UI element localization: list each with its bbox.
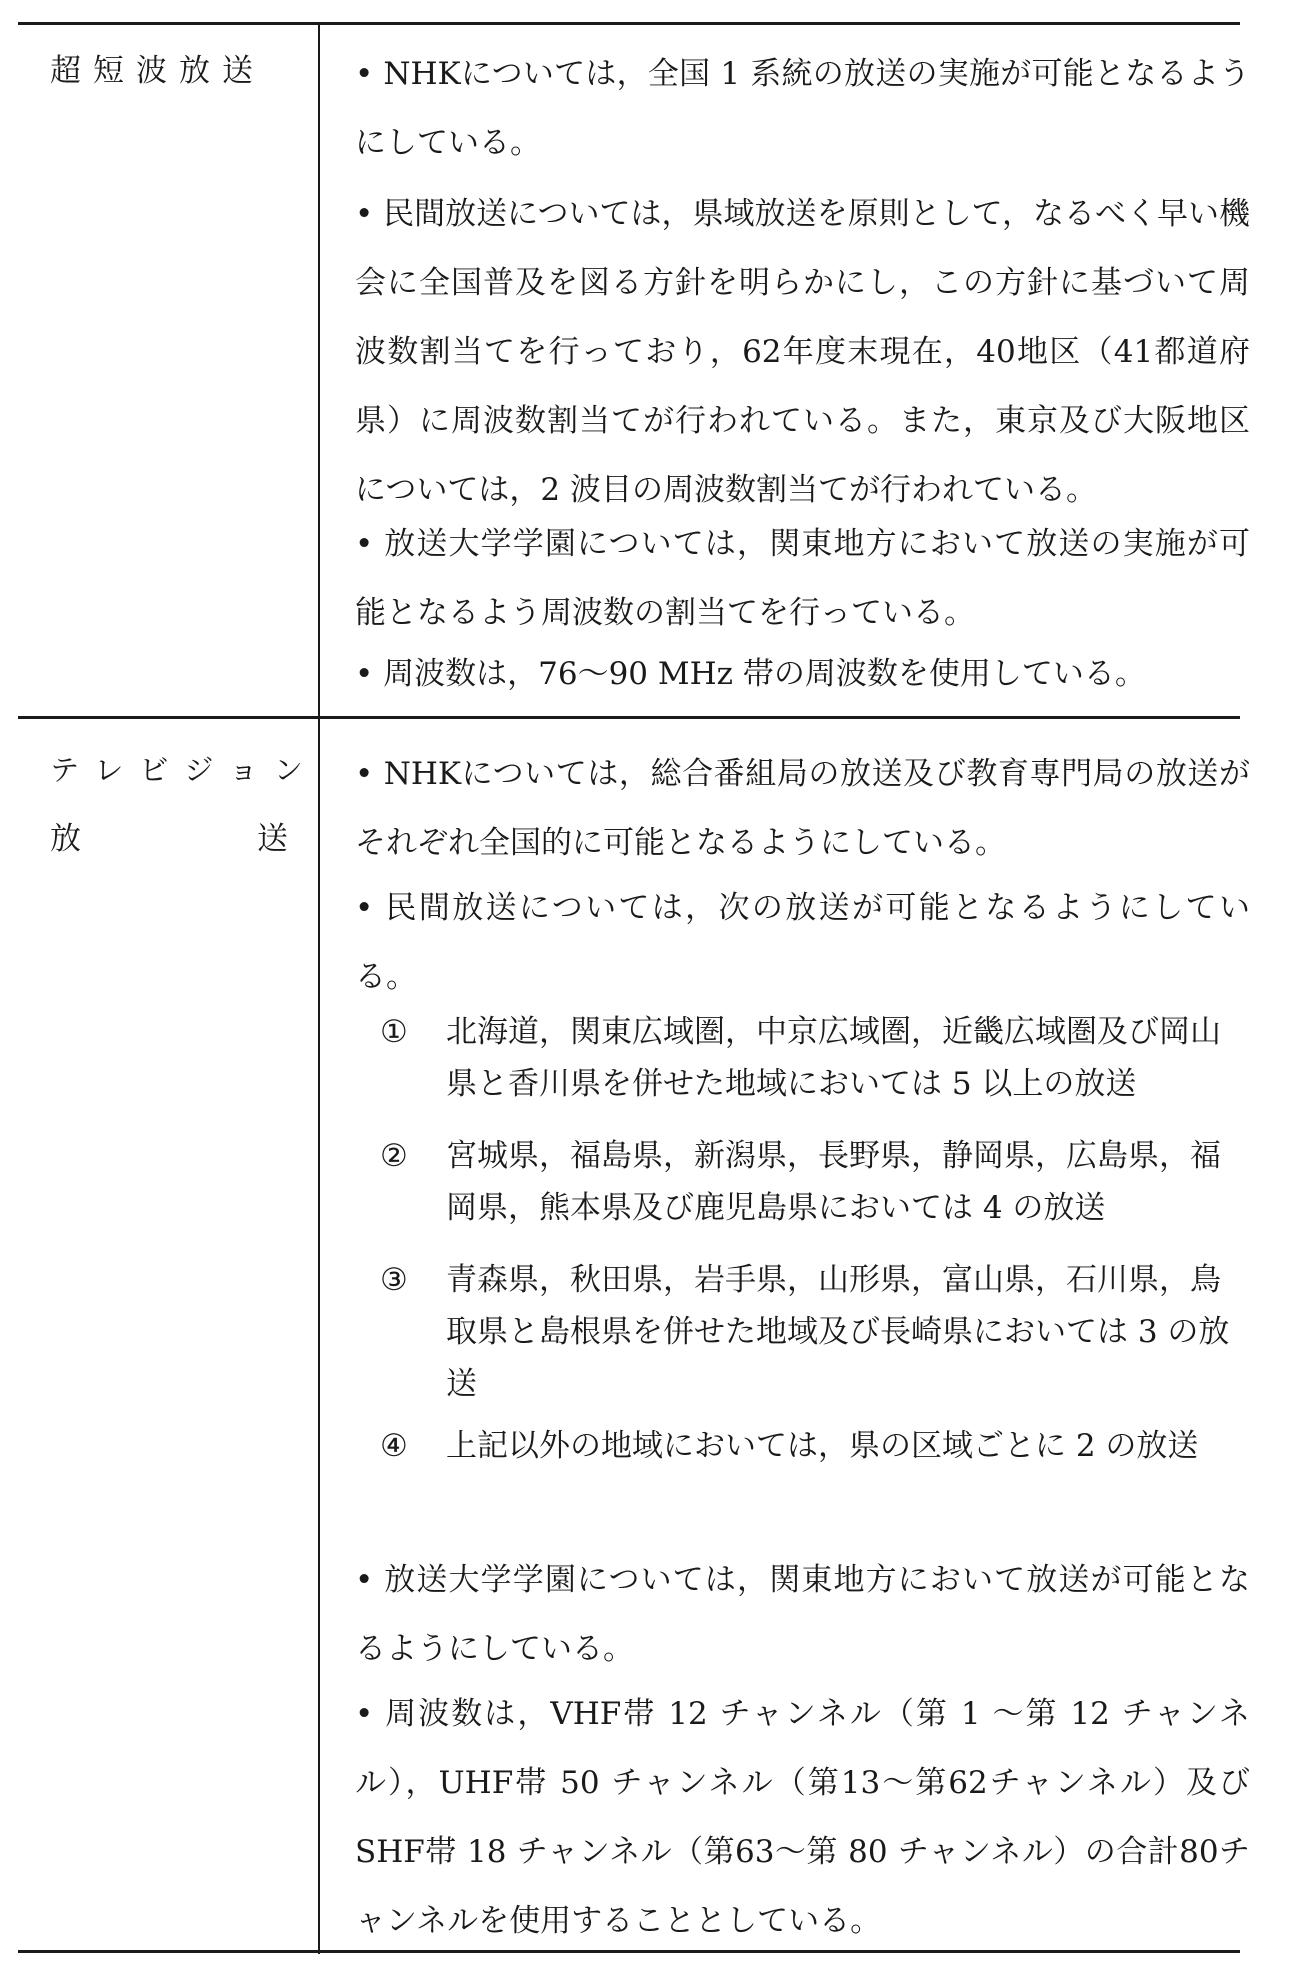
list-number: ② xyxy=(380,1138,408,1174)
list-number: ④ xyxy=(380,1428,408,1464)
tv-list-item-3 xyxy=(380,1254,1250,1410)
category-tv-char-left: 放 xyxy=(50,821,81,857)
fm-paragraph-open-university: • 放送大学学園については，関東地方において放送の実施が可能となるよう周波数の割当てを行っている。 xyxy=(355,526,1250,631)
list-item-text: 青森県，秋田県，岩手県，山形県，富山県，石川県，鳥取県と島根県を併せた地域及び長崎県においては 3 の放送 xyxy=(446,1262,1230,1402)
list-number: ① xyxy=(380,1014,408,1050)
fm-paragraph-nhk: • NHKについては，全国 1 系統の放送の実施が可能となるようにしている。 xyxy=(355,56,1250,161)
fm-paragraph-frequency: • 周波数は，76～90 MHz 帯の周波数を使用している。 xyxy=(355,656,1146,692)
tv-paragraph-private: • 民間放送については，次の放送が可能となるようにしている。 xyxy=(355,890,1250,995)
category-tv-line1: テレビジョン xyxy=(50,753,319,787)
column-divider-rule xyxy=(318,24,320,1954)
row-divider-rule xyxy=(18,716,1240,719)
tv-list-item-2 xyxy=(380,1130,1250,1234)
tv-paragraph-open-university: • 放送大学学園については，関東地方において放送が可能となるようにしている。 xyxy=(355,1562,1250,1667)
category-fm-broadcasting: 超短波放送 xyxy=(50,53,265,89)
tv-paragraph-nhk: • NHKについては，総合番組局の放送及び教育専門局の放送がそれぞれ全国的に可能となるようにしている。 xyxy=(355,756,1250,861)
category-tv-line2 xyxy=(50,818,288,861)
list-item-text: 北海道，関東広域圏，中京広域圏，近畿広域圏及び岡山県と香川県を併せた地域においては 5 以上の放送 xyxy=(446,1014,1221,1102)
fm-paragraph-private: • 民間放送については，県域放送を原則として，なるべく早い機会に全国普及を図る方針を明らかにし，この方針に基づいて周波数割当てを行っており，62年度末現在，40地区（41都道府県）に周波数割当てが行われている。また，東京及び大阪地区については，2 波目の周波数割当てが行われている。 xyxy=(355,196,1250,508)
table-top-rule xyxy=(18,22,1240,25)
list-item-text: 上記以外の地域においては，県の区域ごとに 2 の放送 xyxy=(446,1428,1199,1464)
list-item-text: 宮城県，福島県，新潟県，長野県，静岡県，広島県，福岡県，熊本県及び鹿児島県においては 4 の放送 xyxy=(446,1138,1221,1226)
tv-list-item-1 xyxy=(380,1006,1250,1110)
tv-list-item-4 xyxy=(380,1410,1250,1482)
list-number: ③ xyxy=(380,1262,408,1298)
category-tv-char-right: 送 xyxy=(257,821,288,857)
tv-paragraph-frequency: • 周波数は，VHF帯 12 チャンネル（第 1 ～第 12 チャンネル），UHF帯 50 チャンネル（第13～第62チャンネル）及びSHF帯 18 チャンネル（第63～第 80 チャンネル）の合計80チャンネルを使用することとしている。 xyxy=(355,1696,1250,1939)
